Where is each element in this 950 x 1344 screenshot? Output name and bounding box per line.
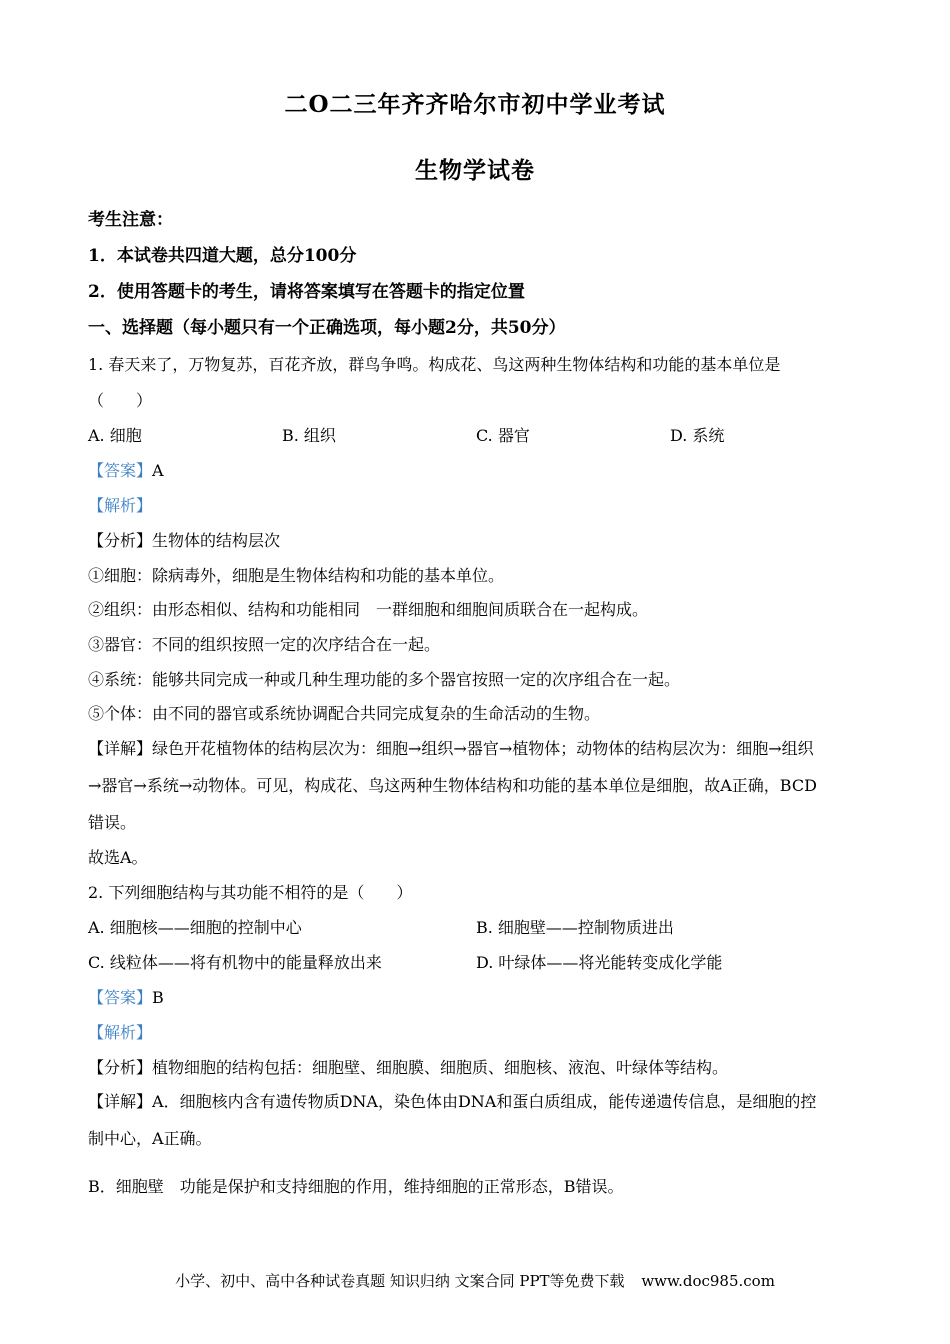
- q2-answer-tag: 【答案】: [88, 988, 153, 1007]
- exam-title: 二O二三年齐齐哈尔市初中学业考试: [284, 91, 666, 118]
- q1-answer: [88, 458, 164, 481]
- q2-answer-value: B: [152, 988, 164, 1007]
- q1-option-d: D. 系统: [670, 426, 725, 445]
- q2-detail-line-3: B．细胞壁 功能是保护和支持细胞的作用，维持细胞的正常形态，B错误。: [88, 1177, 624, 1196]
- q1-point-2: ②组织：由形态相似、结构和功能相同 一群细胞和细胞间质联合在一起构成。: [88, 600, 649, 619]
- footer-url[interactable]: www.doc985.com: [641, 1272, 775, 1290]
- q1-answer-value: A: [152, 461, 164, 480]
- q1-detail-line-2: →器官→系统→动物体。可见，构成花、鸟这两种生物体结构和功能的基本单位是细胞，故A正确，BCD: [88, 776, 817, 795]
- q1-detail-line-3: 错误。: [88, 813, 137, 832]
- q1-option-c: C. 器官: [476, 426, 530, 445]
- footer-text: 小学、初中、高中各种试卷真题 知识归纳 文案合同 PPT等免费下载: [175, 1272, 625, 1290]
- q1-fenxi-text: 生物体的结构层次: [152, 531, 281, 550]
- q2-detail-line-2: 制中心，A正确。: [88, 1129, 212, 1148]
- page-footer: [0, 1270, 950, 1291]
- q1-blank: （ ）: [88, 391, 153, 410]
- q1-conclusion: 故选A。: [88, 848, 148, 867]
- q1-point-1: ①细胞：除病毒外，细胞是生物体结构和功能的基本单位。: [88, 566, 505, 585]
- q2-fenxi-tag: 【分析】: [88, 1058, 153, 1077]
- q1-point-5: ⑤个体：由不同的器官或系统协调配合共同完成复杂的生命活动的生物。: [88, 704, 601, 723]
- q1-stem: 1. 春天来了，万物复苏，百花齐放，群鸟争鸣。构成花、鸟这两种生物体结构和功能的基本单位是: [88, 355, 781, 374]
- q2-detail-tag: 【详解】: [88, 1092, 153, 1111]
- q2-fenxi: [88, 1055, 728, 1078]
- q2-detail-text-1: A．细胞核内含有遗传物质DNA，染色体由DNA和蛋白质组成，能传递遗传信息，是细胞的控: [152, 1092, 817, 1111]
- q1-analysis-tag: 【解析】: [88, 496, 153, 515]
- exam-subtitle: 生物学试卷: [415, 157, 535, 184]
- section-heading: 一、选择题（每小题只有一个正确选项，每小题2分，共50分）: [88, 318, 566, 338]
- q2-detail-line-1: [88, 1089, 816, 1112]
- notice-item-1: 1．本试卷共四道大题，总分100分: [88, 246, 357, 266]
- notice-item-2: 2．使用答题卡的考生，请将答案填写在答题卡的指定位置: [88, 282, 525, 302]
- q1-point-4: ④系统：能够共同完成一种或几种生理功能的多个器官按照一定的次序组合在一起。: [88, 670, 681, 689]
- q2-option-d: D. 叶绿体——将光能转变成化学能: [476, 953, 723, 972]
- notice-heading: 考生注意：: [88, 210, 173, 230]
- q2-option-c: C. 线粒体——将有机物中的能量释放出来: [88, 953, 382, 972]
- q2-answer: [88, 985, 164, 1008]
- q2-analysis-tag: 【解析】: [88, 1023, 153, 1042]
- q1-fenxi: [88, 528, 280, 551]
- q2-option-b: B. 细胞壁——控制物质进出: [476, 918, 674, 937]
- q1-answer-tag: 【答案】: [88, 461, 153, 480]
- q1-point-3: ③器官：不同的组织按照一定的次序结合在一起。: [88, 635, 441, 654]
- q1-option-a: A. 细胞: [88, 426, 142, 445]
- q1-detail-tag: 【详解】: [88, 739, 153, 758]
- q2-option-a: A. 细胞核——细胞的控制中心: [88, 918, 302, 937]
- q1-detail-text-1: 绿色开花植物体的结构层次为：细胞→组织→器官→植物体；动物体的结构层次为：细胞→组织: [152, 739, 814, 758]
- q2-fenxi-text: 植物细胞的结构包括：细胞壁、细胞膜、细胞质、细胞核、液泡、叶绿体等结构。: [152, 1058, 729, 1077]
- q1-option-b: B. 组织: [282, 426, 336, 445]
- q1-fenxi-tag: 【分析】: [88, 531, 153, 550]
- q2-stem: 2. 下列细胞结构与其功能不相符的是（ ）: [88, 883, 413, 902]
- q1-detail-line-1: [88, 736, 814, 759]
